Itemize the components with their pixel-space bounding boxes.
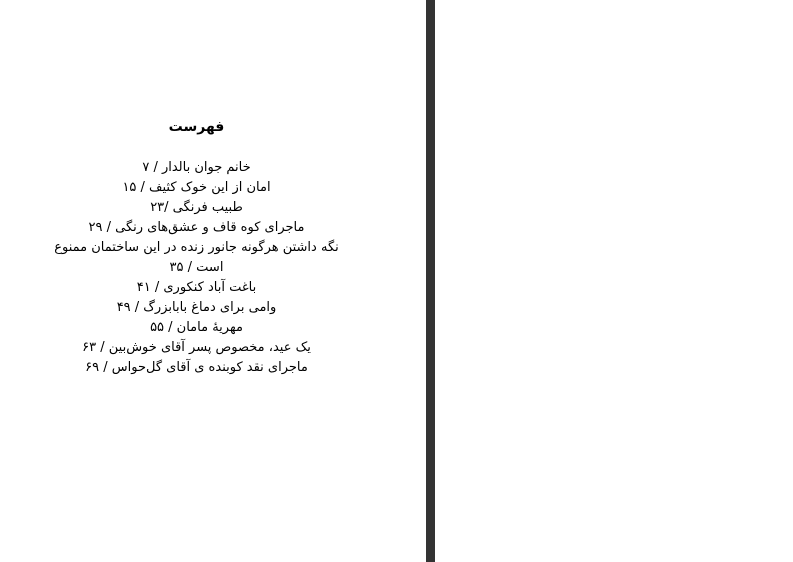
toc-entry: وامی برای دماغ بابابزرگ / ۴۹ xyxy=(116,300,277,315)
right-page xyxy=(435,0,793,562)
toc-entry: باغت آباد کنکوری / ۴۱ xyxy=(136,280,257,295)
toc-entry: ماجرای نقد کوبنده ی آقای گل‌حواس / ۶۹ xyxy=(85,360,308,375)
toc-entry: ماجرای کوه قاف و عشق‌های رنگی / ۲۹ xyxy=(88,220,305,235)
toc-title: فهرست xyxy=(168,119,225,135)
toc-entry: یک عید، مخصوص پسر آقای خوش‌بین / ۶۳ xyxy=(82,340,311,355)
toc-list xyxy=(20,158,373,378)
toc-entry: خانم جوان بالدار / ۷ xyxy=(142,160,251,175)
page-gutter xyxy=(426,0,435,562)
toc-entry: نگه داشتن هرگونه جانور زنده در این ساختمان ممنوع xyxy=(54,240,339,255)
toc-entry: طبیب فرنگی /۲۳ xyxy=(150,200,243,215)
toc-entry: امان از این خوک کثیف / ۱۵ xyxy=(122,180,271,195)
toc-entry: مهریهٔ مامان / ۵۵ xyxy=(150,320,243,335)
toc-entry-continuation: است / ۳۵ xyxy=(169,260,224,275)
